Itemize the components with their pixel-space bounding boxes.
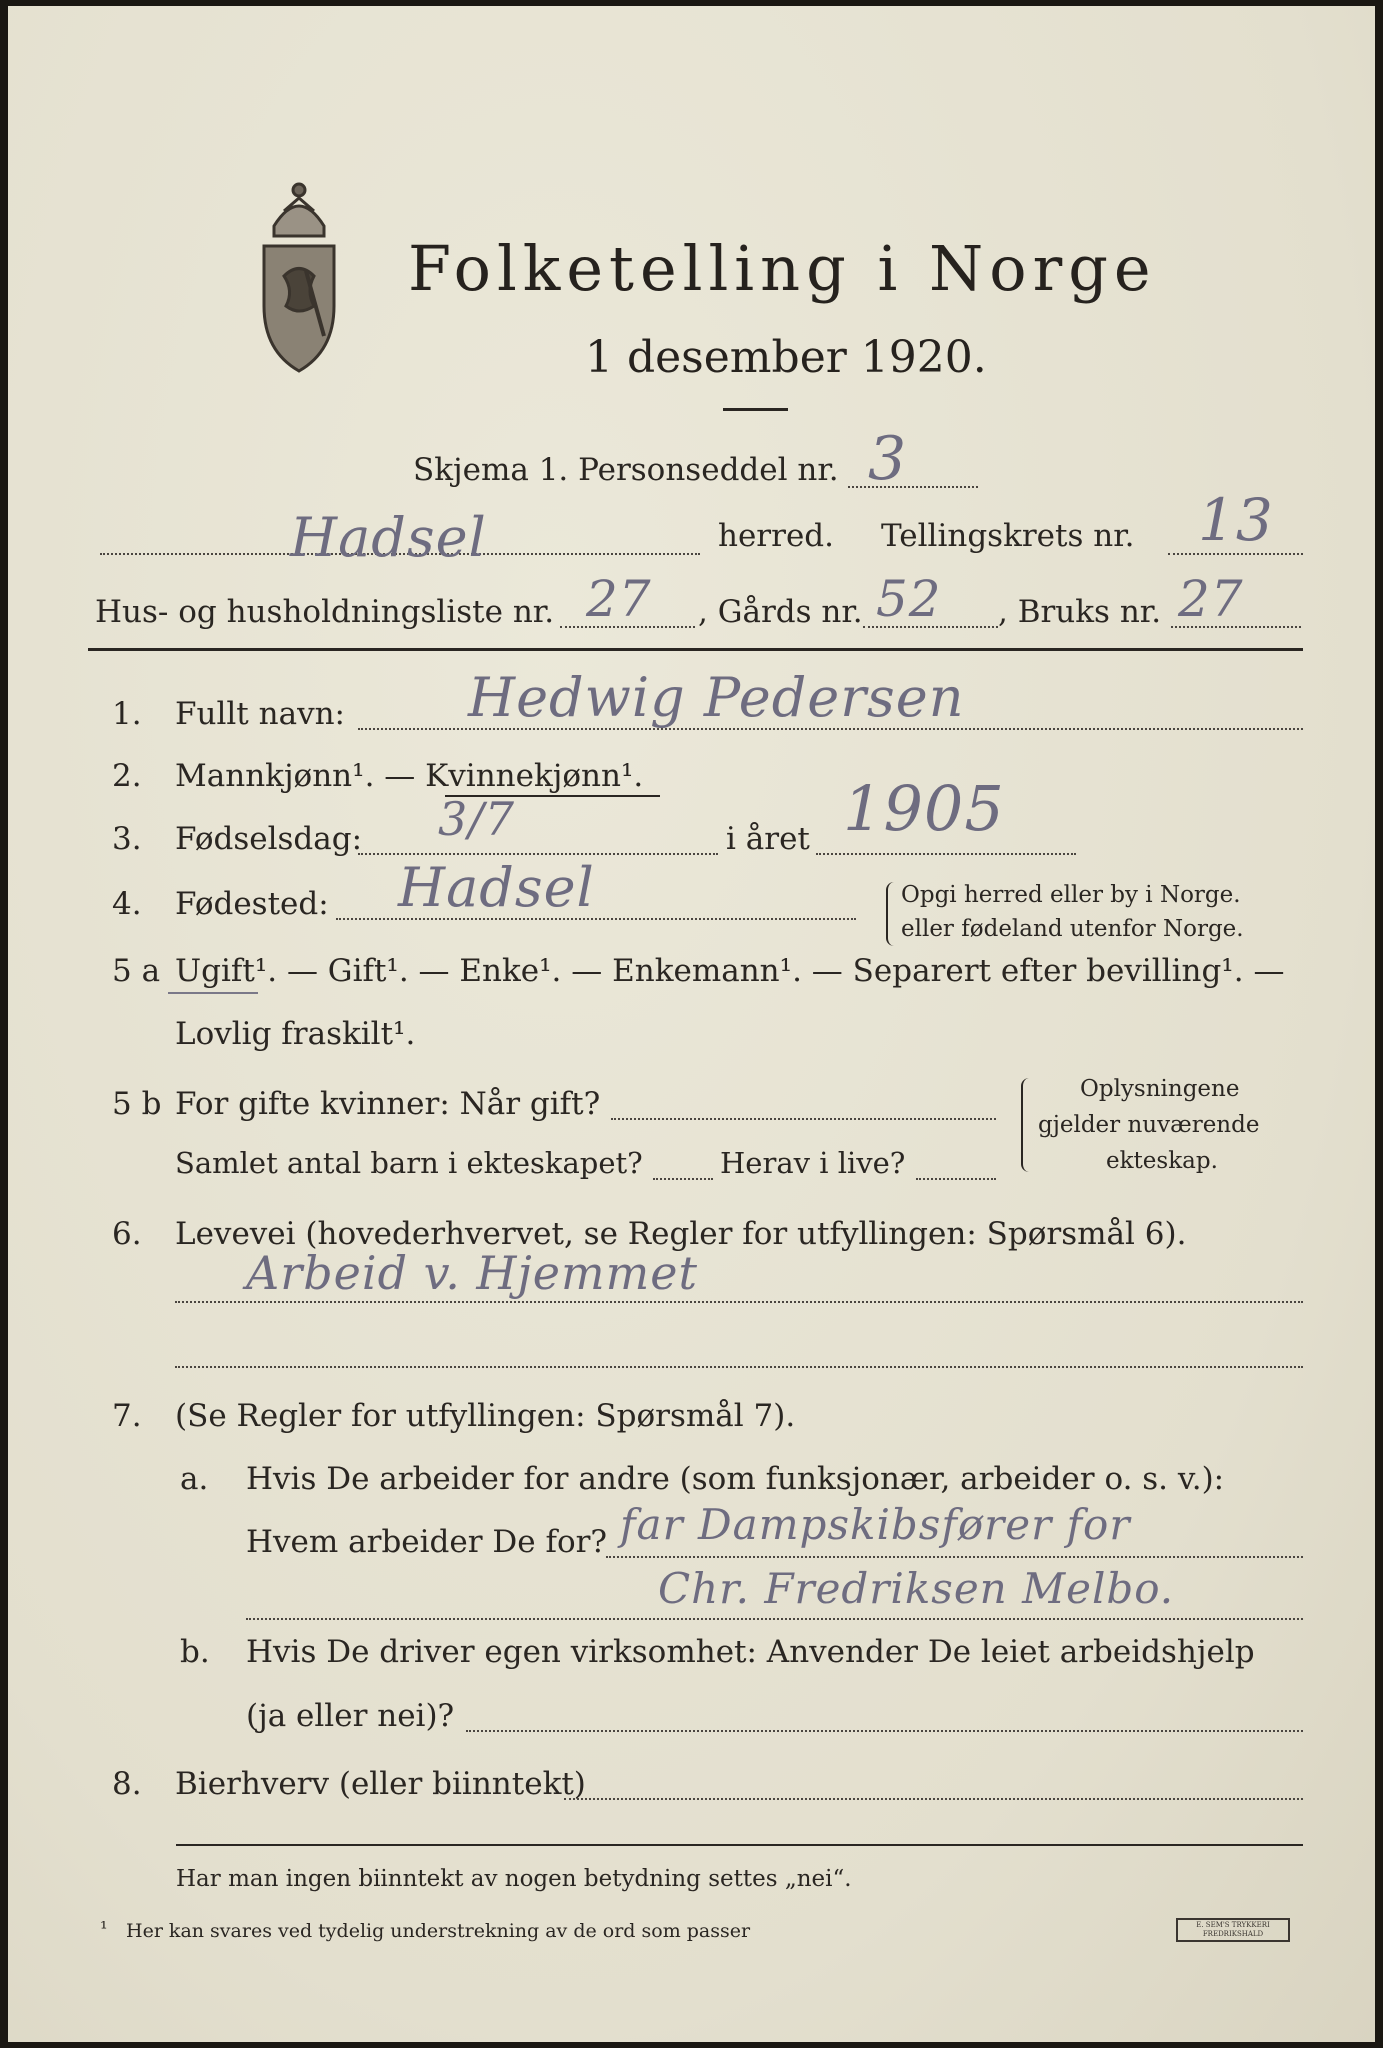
- herred-name-value: Hadsel: [290, 506, 487, 569]
- q3-year-value: 1905: [843, 772, 1005, 845]
- q5a-line-1: Ugift¹. — Gift¹. — Enke¹. — Enkemann¹. — Separert efter bevilling¹. —: [175, 953, 1285, 989]
- form-date: 1 desember 1920.: [585, 332, 987, 383]
- q7b-line: [466, 1730, 1303, 1732]
- form-title: Folketelling i Norge: [408, 232, 1157, 305]
- q5b-note-2: gjelder nuværende: [1038, 1112, 1260, 1138]
- q4-label: Fødested:: [175, 886, 329, 922]
- printer-stamp: E. SEM'S TRYKKERI FREDRIKSHALD: [1176, 1918, 1290, 1942]
- q6-line-1: [175, 1301, 1303, 1303]
- footnote-mark: ¹: [100, 1918, 108, 1940]
- q3-label: Fødselsdag:: [175, 821, 363, 857]
- q3-year-label: i året: [726, 821, 810, 857]
- q8-number: 8.: [112, 1766, 142, 1802]
- q7a-line-1: Hvis De arbeider for andre (som funksjonær, arbeider o. s. v.):: [246, 1461, 1225, 1497]
- herred-label: herred.: [718, 518, 834, 554]
- bruks-label: , Bruks nr.: [998, 594, 1162, 630]
- tellingskrets-label: Tellingskrets nr.: [881, 518, 1135, 554]
- q6-line-2: [175, 1366, 1303, 1368]
- q3-number: 3.: [112, 821, 142, 857]
- footer-note: Har man ingen biinntekt av nogen betydning settes „nei“.: [176, 1866, 852, 1892]
- hus-label: Hus- og husholdningsliste nr.: [95, 594, 555, 630]
- q5b-number: 5 b: [112, 1086, 162, 1122]
- q7a-line: [606, 1556, 1303, 1558]
- q5b-note-3: ekteskap.: [1106, 1148, 1218, 1174]
- q5a-underline: [168, 992, 258, 994]
- q1-number: 1.: [112, 696, 142, 732]
- q3-day-line: [358, 853, 718, 855]
- q6-value: Arbeid v. Hjemmet: [246, 1246, 698, 1300]
- tellingskrets-value: 13: [1198, 486, 1274, 554]
- q5b-line-1: For gifte kvinner: Når gift?: [175, 1086, 601, 1122]
- q3-day-value: 3/7: [438, 792, 516, 846]
- q5b-gift-line: [611, 1118, 996, 1120]
- q7a-line-3: [246, 1618, 1303, 1620]
- q5b-brace: [1021, 1078, 1029, 1172]
- q5a-line-2: Lovlig fraskilt¹.: [175, 1016, 416, 1052]
- q6-number: 6.: [112, 1216, 142, 1252]
- gards-nr-value: 52: [876, 570, 942, 628]
- title-divider: [723, 408, 788, 411]
- q7a-value-2: Chr. Fredriksen Melbo.: [658, 1564, 1175, 1613]
- q4-note-1: Opgi herred eller by i Norge.: [901, 882, 1241, 908]
- q7-label: (Se Regler for utfyllingen: Spørsmål 7).: [175, 1398, 796, 1434]
- gards-label: , Gårds nr.: [698, 594, 863, 630]
- footer-rule: [176, 1844, 1303, 1846]
- q2-label: Mannkjønn¹. — Kvinnekjønn¹.: [175, 758, 644, 794]
- q3-year-line: [816, 853, 1076, 855]
- q7a-letter: a.: [180, 1461, 209, 1497]
- q5b-live-line: [916, 1178, 996, 1180]
- coat-of-arms-icon: [244, 176, 354, 376]
- header-rule: [88, 648, 1303, 651]
- q5b-line-2b: Herav i live?: [720, 1146, 906, 1180]
- q4-brace: [886, 882, 894, 946]
- footnote-text: Her kan svares ved tydelig understrekning av de ord som passer: [126, 1920, 751, 1942]
- q7a-value-1: far Dampskibsfører for: [620, 1500, 1131, 1549]
- hus-nr-value: 27: [586, 570, 652, 628]
- q7b-line-2: (ja eller nei)?: [246, 1698, 455, 1734]
- q4-number: 4.: [112, 886, 142, 922]
- q1-label: Fullt navn:: [175, 696, 345, 732]
- q7b-line-1: Hvis De driver egen virksomhet: Anvender De leiet arbeidshjelp: [246, 1634, 1255, 1670]
- q5b-line-2a: Samlet antal barn i ekteskapet?: [175, 1146, 643, 1180]
- q2-number: 2.: [112, 758, 142, 794]
- schema-label: Skjema 1. Personseddel nr.: [413, 452, 839, 488]
- q8-line: [564, 1798, 1303, 1800]
- q5b-note-1: Oplysningene: [1080, 1076, 1240, 1102]
- q1-value: Hedwig Pedersen: [468, 666, 965, 729]
- census-form-sheet: [8, 6, 1375, 2042]
- q6-label: Levevei (hovederhvervet, se Regler for utfyllingen: Spørsmål 6).: [175, 1216, 1187, 1252]
- q5b-barn-line: [653, 1178, 713, 1180]
- q5a-number: 5 a: [112, 953, 161, 989]
- q7b-letter: b.: [180, 1634, 210, 1670]
- schema-nr-value: 3: [868, 424, 908, 494]
- q4-value: Hadsel: [398, 856, 595, 919]
- q7a-line-2: Hvem arbeider De for?: [246, 1524, 608, 1560]
- q8-label: Bierhverv (eller biinntekt): [175, 1766, 586, 1802]
- q4-note-2: eller fødeland utenfor Norge.: [901, 916, 1244, 942]
- q7-number: 7.: [112, 1398, 142, 1434]
- bruks-nr-value: 27: [1178, 570, 1244, 628]
